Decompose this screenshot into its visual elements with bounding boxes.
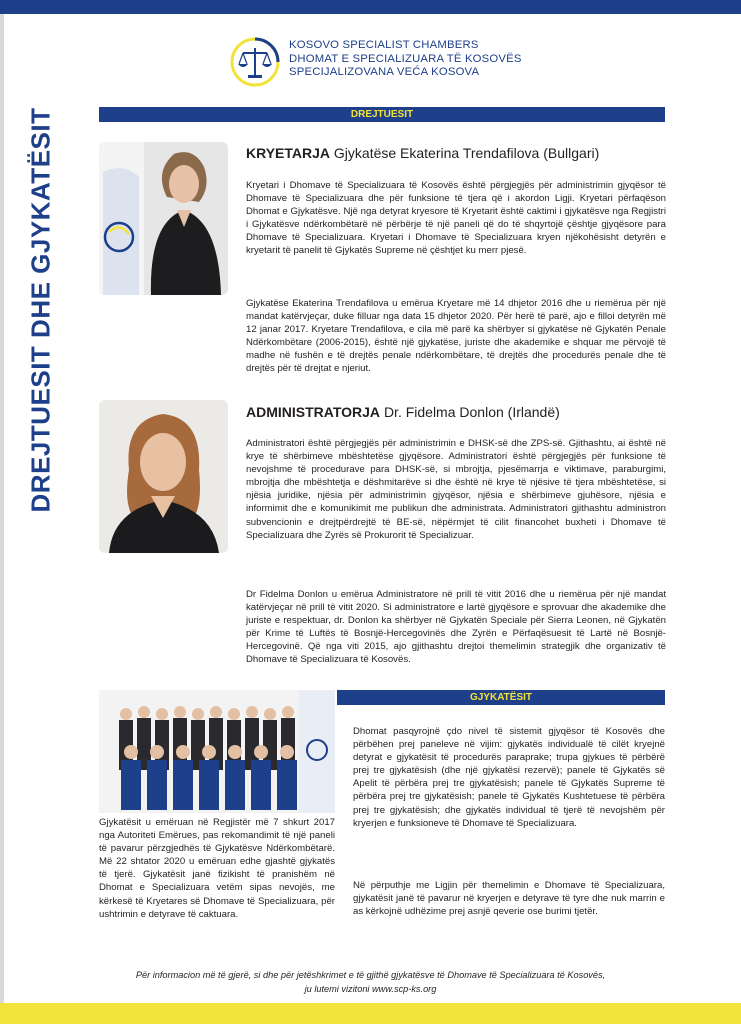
administrator-paragraph-1: Administratori është përgjegjës për administrimin e DHSK-së dhe ZPS-së. Gjithashtu, ai është në krye të shërbimeve mbështetëse gjyqësore. Administratori është përgjegjës për funksione të nevojshme të procedurave para DHSK-së, si mbrojtja, pjesëmarrja e viktimave, paraburgimi, mbrojtja dhe mbështetja e dëshmitarëve si dhe është në krye të njësive të tjera mbështetëse, si njësia juridike, njësia për administrimin gjyqësor, njësia e shërbimeve gjuhësore, njësia e informimit dhe e komunikimit me publikun dhe administrata. Administratori gjithashtu administron subvencionin e drejtpërdrejtë të BE-së, nëpërmjet të cilit financohet buxheti i Dhomave të Specializuara dhe Zyrës së Prokurorit të Specializuar.: [246, 438, 666, 541]
bottom-color-bar: [0, 1003, 741, 1024]
org-name-en: KOSOVO SPECIALIST CHAMBERS: [289, 39, 479, 51]
org-name-sr: SPECIJALIZOVANA VEĆA KOSOVA: [289, 66, 480, 78]
president-paragraph-2: Gjykatëse Ekaterina Trendafilova u emërua Kryetare më 14 dhjetor 2016 dhe u riemërua për një mandat katërvjeçar, duke filluar nga data 15 dhjetor 2020. Për herë të parë, ajo e filloi detyrën më 12 janar 2017. Kryetare Trendafilova, e cila më parë ka shërbyer si gjykatëse në Gjykatën Penale Ndërkombëtare (2006-2015), është një gjykatëse, juriste dhe akademike e shquar me përvojë të madhe në fushën e të drejtës penale ndërkombëtare, të drejtës dhe procedurës penale dhe të drejtës për të drejtat e njeriut.: [246, 298, 666, 375]
president-paragraph-1: Kryetari i Dhomave të Specializuara të Kosovës është përgjegjës për administrimin gjyqësor të Dhomave të Specializuara dhe për funksione të tjera që i akordon Ligji. Kryetari përfaqëson Dhomat e Gjykatësve. Një nga detyrat kryesore të Kryetarit është caktimi i gjykatësve nga Regjistri i Gjykatësve ndërkombëtarë në përbërje të një paneli që do të shqyrtojë çështje gjyqësore para Dhomave të Specializuara. Kryetari i Dhomave të Specializuara kryen njëkohësisht detyrën e kryetarit të panelit të Gjykatës Supreme në çështjet ku merr pjesë.: [246, 180, 666, 257]
president-heading: [246, 145, 599, 161]
president-photo: [99, 142, 228, 295]
vertical-title-text: DREJTUESIT DHE GJYKATËSIT: [25, 107, 56, 513]
top-color-bar: [0, 0, 741, 14]
scales-of-justice-icon: [229, 36, 281, 88]
org-name-sq: DHOMAT E SPECIALIZUARA TË KOSOVËS: [289, 52, 522, 65]
judges-left-paragraph: Gjykatësit u emëruan në Regjistër më 7 shkurt 2017 nga Autoriteti Emërues, pas rekomandimit të një paneli të pavarur përzgjedhës të Gjykatësve Ndërkombëtarë. Më 22 shtator 2020 u emëruan edhe gjashtë gjykatës të tjerë. Gjykatësit janë fizikisht të pranishëm në Dhomat e Specializuara vetëm sipas nevojës, me kërkesë të Kryetares së Dhomave të Specializuara, për ushtrimin e detyrave të caktuara.: [99, 817, 335, 920]
footer-note: [60, 968, 681, 996]
footer-line-1: Për informacion më të gjerë, si dhe për jetëshkrimet e të gjithë gjykatësve të Dhomave të Specializuara të Kosovës,: [135, 970, 606, 980]
section-label-judges: GJYKATËSIT: [469, 692, 533, 703]
administrator-title: ADMINISTRATORJA: [246, 404, 381, 420]
judges-group-photo: [99, 690, 335, 813]
section-label-leaders: DREJTUESIT: [350, 109, 414, 120]
judges-right-paragraph-1: Dhomat pasqyrojnë çdo nivel të sistemit gjyqësor të Kosovës dhe përbëhen prej paneleve në vijim: gjykatës individualë të cilët kryejnë detyrat e gjykatësit të procedurës paraprake; trupa gjykues të përbërë prej tre gjykatësish (dhe një gjykatësi rezervë); panele të Gjykatës së Apelit të përbëra prej tre gjykatësish; panele të Gjykatës Supreme të përbëra prej tre gjykatësish; panele të Gjykatës Kushtetuese të përbëra prej tre gjykatësish; dhe gjykatës individual të tjerë të nevojshëm për kryerjen e funksioneve të Dhomave të Specializuara.: [353, 726, 665, 829]
page-edge: [0, 0, 4, 1024]
section-bar-leaders: [99, 107, 665, 122]
administrator-name: Dr. Fidelma Donlon (Irlandë): [383, 404, 560, 420]
administrator-heading: [246, 404, 560, 420]
organization-name: [289, 39, 522, 80]
section-bar-judges: [337, 690, 665, 705]
administrator-paragraph-2: Dr Fidelma Donlon u emërua Administratore në prill të vitit 2016 dhe u riemërua për një mandat katërvjeçar në prill të vitit 2020. Si administratore e lartë gjyqësore e sprovuar dhe akademike dhe juriste e respektuar, dr. Donlon ka shërbyer në Gjykatën Speciale për Sierra Leonen, në Gjykatën për Krime të Luftës të Bosnjë-Hercegovinës dhe Zyrën e Përfaqësuesit të Lartë në Bosnjë-Hercegovinë. Që nga viti 2015, ajo gjithashtu drejtoi themelimin strategjik dhe organizativ të Dhomave të Specializuara të Kosovës.: [246, 589, 666, 666]
footer-link-line[interactable]: ju lutemi vizitoni www.scp-ks.org: [304, 984, 437, 994]
judges-right-paragraph-2: Në përputhje me Ligjin për themelimin e Dhomave të Specializuara, gjykatësit janë të pavarur në kryerjen e detyrave të tyre dhe nuk marrin e as kërkojnë udhëzime prej asnjë qeverie ose burimi tjetër.: [353, 880, 665, 918]
president-name: Gjykatëse Ekaterina Trendafilova (Bullgari): [333, 145, 600, 161]
president-title: KRYETARJA: [246, 145, 331, 161]
administrator-photo: [99, 400, 228, 553]
vertical-page-title: [18, 107, 64, 513]
